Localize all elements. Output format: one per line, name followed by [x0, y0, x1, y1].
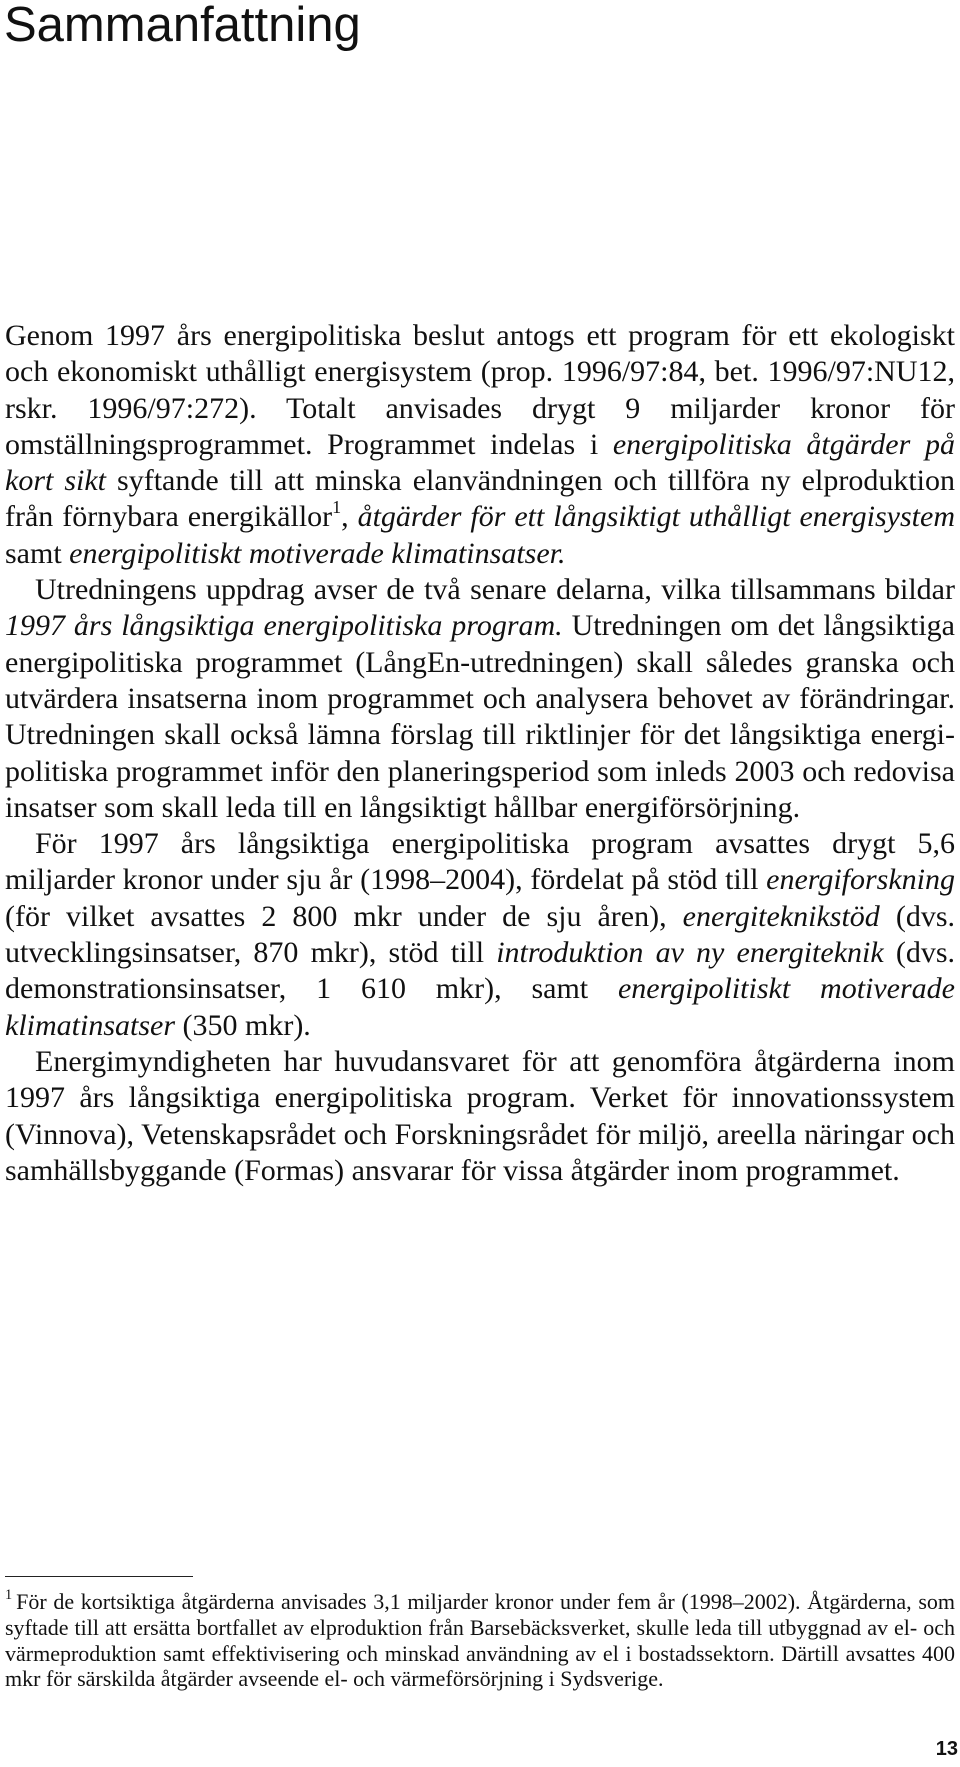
p3-italic-4: energipolitiskt motiverade klimatinsatser [5, 972, 955, 1042]
p1-italic-2: åtgärder för ett långsiktigt uthålligt energisystem [357, 500, 955, 534]
p1-italic-3: energipolitiskt motiverade klimatinsatser. [69, 536, 566, 570]
p3-text-1: För 1997 års långsiktiga energipolitiska program avsattes drygt 5,6 miljarder kronor under sju år (1998–2004), fördelat på stöd till [5, 827, 955, 897]
p1-text-1: Genom 1997 års energipolitiska beslut antogs ett program för ett ekologiskt och ekonomiskt uthålligt energisystem (prop. 1996/97:84, bet. 1996/97:NU12, rskr. 1996/97:272). Totalt anvisades drygt 9 miljarder kronor för omställningsprogrammet. Programmet indelas i [5, 319, 955, 461]
paragraph-2 [5, 572, 955, 826]
p3-italic-2: energiteknikstöd [682, 899, 880, 933]
p1-text-3: , [341, 500, 358, 534]
p3-text-3: (dvs. utvecklingsinsatser, 870 mkr), stöd till [5, 899, 955, 970]
footnote-text: För de kortsiktiga åtgärderna anvisades 3,1 miljarder kronor under fem år (1998–2002). Åtgärderna, som syftade till att ersätta bortfallet av elproduktion från Barsebäcksverket, skulle leda till utbyggnad av el- och värmeproduktion samt effektivisering och minskad användning av el i bostadssektorn. Därtill avsattes 400 mkr för särskilda åtgärder avseende el- och värmeförsörjning i Sydsverige. [5, 1589, 955, 1692]
page-title: Sammanfattning [4, 0, 361, 52]
p3-text-5: (350 mkr). [175, 1008, 311, 1042]
footnote [5, 1589, 955, 1692]
footnote-marker: 1 [5, 1587, 13, 1604]
footnote-divider [5, 1576, 193, 1577]
paragraph-1 [5, 318, 955, 572]
p3-text-2: (för vilket avsattes 2 800 mkr under de sju åren), [5, 899, 683, 933]
p2-text-1: Utredningens uppdrag avser de två senare delarna, vilka tillsammans bildar [35, 573, 955, 607]
body-text [5, 318, 955, 1189]
footnote-reference[interactable]: 1 [332, 496, 342, 517]
page-number: 13 [935, 1738, 958, 1760]
p3-italic-1: energiforskning [766, 863, 955, 897]
p2-text-2: Utredningen om det långsiktiga energipolitiska programmet (LångEn-utredningen) skall således granska och utvärdera insatserna inom programmet och analysera behovet av förändringar. Utredningen skall också lämna förslag till riktlinjer för det långsiktiga energipolitiska programmet inför den planeringsperiod som inleds 2003 och redovisa insatser som skall leda till en långsiktigt hållbar energiförsörjning. [5, 609, 955, 824]
p3-italic-3: introduktion av ny energiteknik [496, 936, 884, 970]
p3-text-4: (dvs. demonstrationsinsatser, 1 610 mkr), samt [5, 936, 955, 1006]
p1-text-2: syftande till att minska elanvändningen och tillföra ny elproduktion från förnybara energikällor [5, 464, 955, 534]
p1-text-4: samt [5, 536, 70, 570]
p2-italic-1: 1997 års långsiktiga energipolitiska program. [5, 609, 563, 643]
p1-italic-1: energipolitiska åtgärder på kort sikt [5, 427, 955, 498]
paragraph-4: Energimyndigheten har huvudansvaret för att genomföra åtgärderna inom 1997 års långsiktiga energipolitiska program. Verket för innovationssystem (Vinnova), Vetenskapsrådet och Forskningsrådet för miljö, areella näringar och samhällsbyggande (Formas) ansvarar för vissa åtgärder inom programmet. [5, 1044, 955, 1187]
paragraph-3 [5, 826, 955, 1044]
